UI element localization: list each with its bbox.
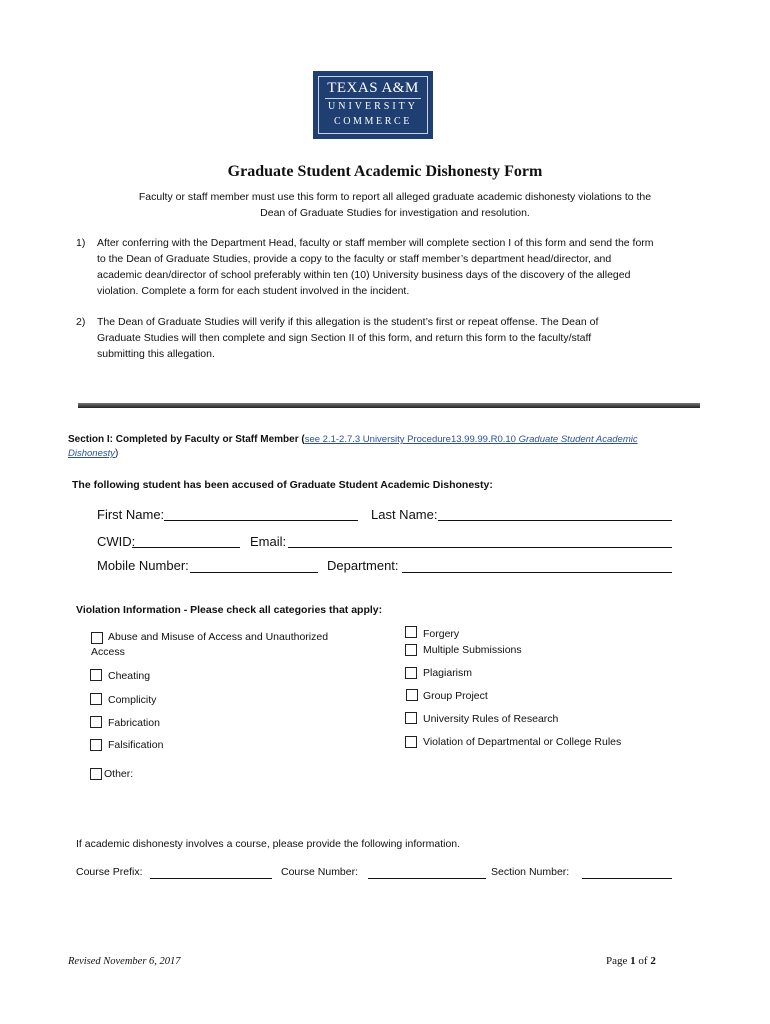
section-1-heading: [68, 433, 708, 461]
research-rules-label: University Rules of Research: [423, 713, 559, 725]
course-prefix-field[interactable]: [150, 878, 272, 879]
logo-line-1: TEXAS A&M: [327, 80, 419, 96]
page-indicator: [606, 955, 656, 967]
page-number: 1: [630, 955, 636, 967]
fabrication-label: Fabrication: [108, 717, 160, 729]
course-number-label: Course Number:: [281, 866, 359, 878]
mobile-number-label: Mobile Number:: [97, 558, 189, 573]
abuse-misuse-label: [91, 630, 328, 660]
complicity-label: Complicity: [108, 694, 157, 706]
falsification-checkbox[interactable]: [90, 739, 102, 751]
procedure-link-title[interactable]: Graduate Student Academic: [515, 434, 638, 445]
step-1-line: academic dean/director of school preferably within ten (10) University business days of the discovery of the alleged: [97, 269, 631, 281]
section-1-open-paren: (: [298, 434, 305, 445]
group-project-checkbox[interactable]: [406, 689, 418, 701]
departmental-rules-checkbox[interactable]: [405, 736, 417, 748]
logo-line-3: COMMERCE: [333, 116, 413, 127]
step-1-line: to the Dean of Graduate Studies, provide a copy to the faculty or staff member’s department head/director, and: [97, 253, 612, 265]
step-1-line: violation. Complete a form for each student involved in the incident.: [97, 285, 410, 297]
group-project-label: Group Project: [423, 690, 488, 702]
first-name-label: First Name:: [97, 507, 165, 522]
department-field[interactable]: [402, 572, 672, 573]
course-number-field[interactable]: [368, 878, 486, 879]
revision-date: Revised November 6, 2017: [68, 956, 181, 967]
section-number-label: Section Number:: [491, 866, 570, 878]
intro-text: [100, 189, 690, 221]
section-1-title: Section I: Completed by Faculty or Staff Member: [68, 434, 299, 445]
fabrication-checkbox[interactable]: [90, 716, 102, 728]
procedure-link-title-cont[interactable]: Dishonesty: [68, 448, 115, 459]
procedure-link[interactable]: see 2.1-2.7.3 University Procedure13.99.99.R0.10: [304, 434, 516, 445]
abuse-misuse-label-line-1: Abuse and Misuse of Access and Unauthorized: [108, 631, 329, 643]
last-name-field[interactable]: [438, 520, 672, 521]
falsification-label: Falsification: [108, 739, 164, 751]
complicity-checkbox[interactable]: [90, 693, 102, 705]
step-2-line: Graduate Studies will then complete and sign Section II of this form, and return this form to the faculty/staff: [97, 332, 592, 344]
cheating-label: Cheating: [108, 670, 151, 682]
logo-frame: [318, 76, 428, 134]
cheating-checkbox[interactable]: [90, 669, 102, 681]
multiple-submissions-checkbox[interactable]: [405, 644, 417, 656]
other-checkbox[interactable]: [90, 768, 102, 780]
section-divider: [78, 403, 700, 408]
intro-line-1: Faculty or staff member must use this form to report all alleged graduate academic dishonesty violations to the: [138, 191, 652, 203]
plagiarism-label: Plagiarism: [423, 667, 473, 679]
step-1-line: After conferring with the Department Head, faculty or staff member will complete section I of this form and send the form: [97, 237, 654, 249]
cwid-field[interactable]: [132, 547, 240, 548]
research-rules-checkbox[interactable]: [405, 712, 417, 724]
page-total: 2: [650, 955, 656, 967]
accused-statement: The following student has been accused of Graduate Student Academic Dishonesty:: [72, 479, 493, 491]
form-title: Graduate Student Academic Dishonesty Form: [227, 163, 543, 180]
section-1-close-paren: ): [115, 448, 119, 459]
violation-heading: Violation Information - Please check all categories that apply:: [76, 604, 383, 616]
page-word: Page: [606, 955, 631, 967]
course-intro: If academic dishonesty involves a course, please provide the following information.: [76, 838, 461, 850]
forgery-label: Forgery: [423, 628, 460, 640]
first-name-field[interactable]: [164, 520, 358, 521]
intro-line-2: Dean of Graduate Studies for investigation and resolution.: [260, 207, 530, 219]
other-label: Other:: [104, 768, 134, 780]
email-field[interactable]: [288, 547, 672, 548]
step-2-number: 2): [76, 316, 86, 328]
departmental-rules-label: Violation of Departmental or College Rules: [423, 736, 622, 748]
plagiarism-checkbox[interactable]: [405, 667, 417, 679]
cwid-label: CWID:: [97, 534, 136, 549]
multiple-submissions-label: Multiple Submissions: [423, 644, 522, 656]
step-2-line: The Dean of Graduate Studies will verify if this allegation is the student’s first or repeat offense. The Dean of: [97, 316, 599, 328]
email-label: Email:: [250, 534, 287, 549]
of-word: of: [635, 955, 651, 967]
step-2-text: [97, 314, 697, 362]
logo-divider: [325, 98, 421, 99]
forgery-checkbox[interactable]: [405, 626, 417, 638]
abuse-misuse-label-line-2: Access: [91, 646, 125, 658]
logo-line-2: UNIVERSITY: [328, 101, 418, 112]
mobile-number-field[interactable]: [190, 572, 318, 573]
department-label: Department:: [327, 558, 399, 573]
university-logo: [313, 71, 433, 139]
section-number-field[interactable]: [582, 878, 672, 879]
last-name-label: Last Name:: [371, 507, 438, 522]
step-1-number: 1): [76, 237, 86, 249]
course-prefix-label: Course Prefix:: [76, 866, 143, 878]
step-2-line: submitting this allegation.: [97, 348, 215, 360]
step-1-text: [97, 235, 697, 299]
